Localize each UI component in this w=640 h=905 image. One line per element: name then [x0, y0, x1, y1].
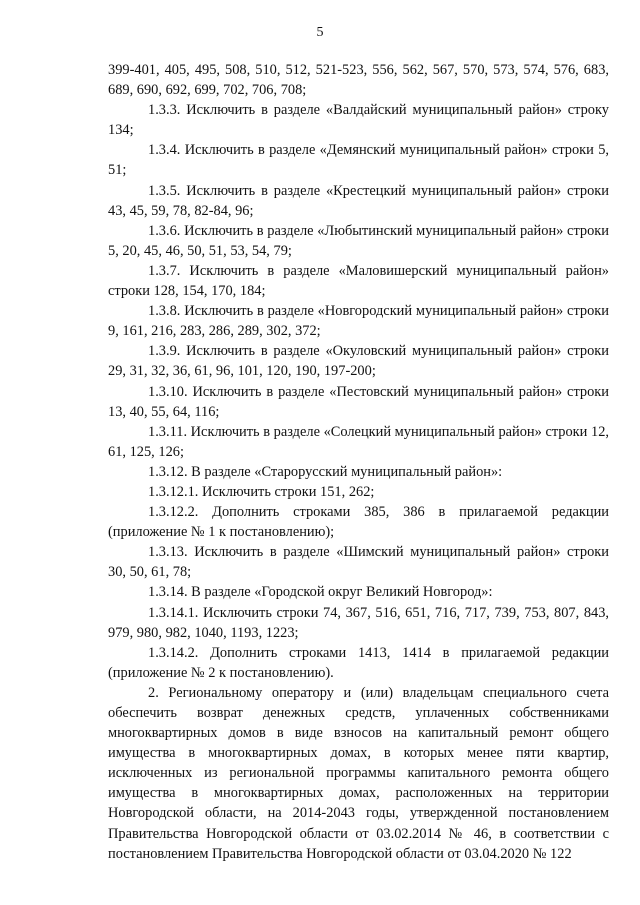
paragraph-1-3-14: 1.3.14. В разделе «Городской округ Великий Новгород»:: [148, 584, 493, 601]
paragraph-1-3-12-1: 1.3.12.1. Исключить строки 151, 262;: [148, 483, 375, 500]
paragraph-1-3-11: 1.3.11. Исключить в разделе «Солецкий муниципальный район» строки 12, 61, 125, 126;: [108, 423, 609, 460]
paragraph-1-3-10: 1.3.10. Исключить в разделе «Пестовский муниципальный район» строки 13, 40, 55, 64, 116;: [108, 383, 609, 420]
paragraph-2: 2. Региональному оператору и (или) владельцам специального счета обеспечить возврат денежных средств, уплаченных собственниками многоквартирных домов в виде взносов на капитальный ремонт общего имущества в многоквартирных домах, в которых менее пяти квартир, исключенных из региональной программы капитального ремонта общего имущества в многоквартирных домах, расположенных на территории Новгородской области, на 2014-2043 годы, утвержденной постановлением Правительства Новгородской области от 03.02.2014 № 46, в соответствии с постановлением Правительства Новгородской области от 03.04.2020 № 122: [108, 684, 609, 862]
paragraph-1-3-13: 1.3.13. Исключить в разделе «Шимский муниципальный район» строки 30, 50, 61, 78;: [108, 544, 609, 581]
paragraph-1-3-12-2: 1.3.12.2. Дополнить строками 385, 386 в прилагаемой редакции (приложение № 1 к постановлению);: [108, 504, 609, 541]
paragraph-1-3-9: 1.3.9. Исключить в разделе «Окуловский муниципальный район» строки 29, 31, 32, 36, 61, 96, 101, 120, 190, 197-200;: [108, 343, 609, 380]
paragraph-1-3-14-1: 1.3.14.1. Исключить строки 74, 367, 516, 651, 716, 717, 739, 753, 807, 843, 979, 980, 982, 1040, 1193, 1223;: [108, 604, 609, 641]
page-number: 5: [316, 25, 324, 40]
paragraph-continuation: 399-401, 405, 495, 508, 510, 512, 521-523, 556, 562, 567, 570, 573, 574, 576, 683, 689, 690, 692, 699, 702, 706, 708;: [108, 62, 609, 99]
paragraph-1-3-6: 1.3.6. Исключить в разделе «Любытинский муниципальный район» строки 5, 20, 45, 46, 50, 51, 53, 54, 79;: [108, 222, 609, 259]
paragraph-1-3-5: 1.3.5. Исключить в разделе «Крестецкий муниципальный район» строки 43, 45, 59, 78, 82-84, 96;: [108, 182, 609, 219]
paragraph-1-3-3: 1.3.3. Исключить в разделе «Валдайский муниципальный район» строку 134;: [108, 102, 609, 139]
paragraph-1-3-7: 1.3.7. Исключить в разделе «Маловишерский муниципальный район» строки 128, 154, 170, 184;: [108, 262, 609, 300]
paragraph-1-3-8: 1.3.8. Исключить в разделе «Новгородский муниципальный район» строки 9, 161, 216, 283, 286, 289, 302, 372;: [108, 303, 609, 340]
paragraph-1-3-14-2: 1.3.14.2. Дополнить строками 1413, 1414 в прилагаемой редакции (приложение № 2 к постановлению).: [108, 644, 609, 681]
document-body: [108, 60, 609, 864]
paragraph-1-3-4: 1.3.4. Исключить в разделе «Демянский муниципальный район» строки 5, 51;: [108, 142, 609, 179]
paragraph-1-3-12: 1.3.12. В разделе «Старорусский муниципальный район»:: [148, 463, 503, 480]
